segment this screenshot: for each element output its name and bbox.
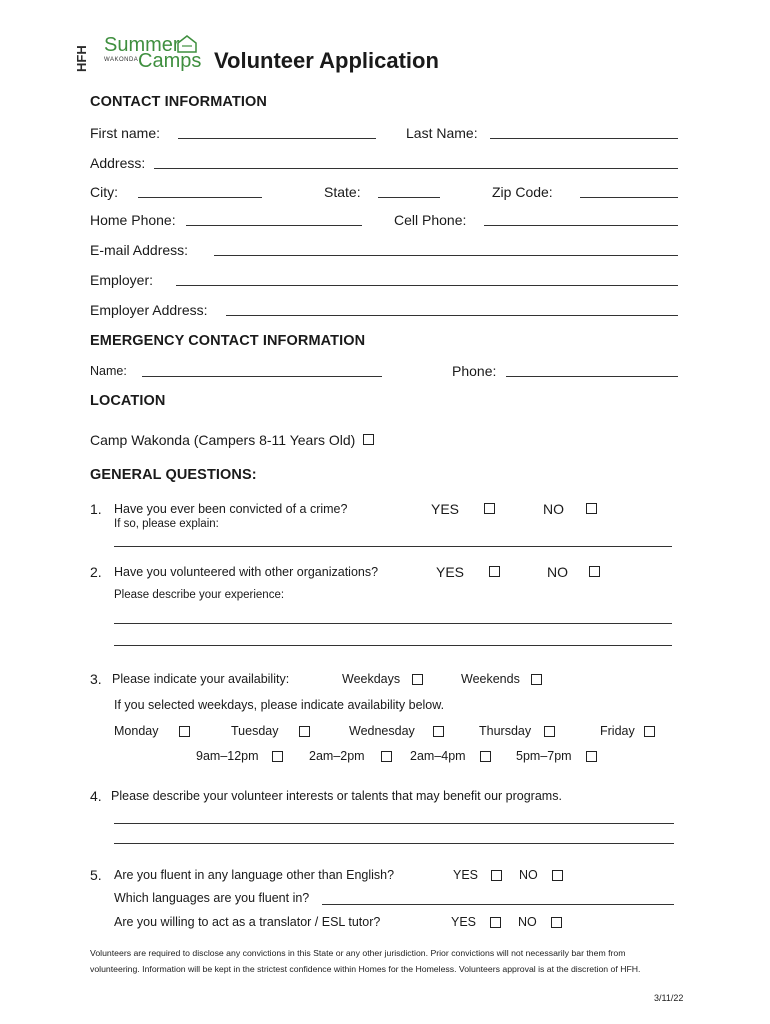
general-heading: GENERAL QUESTIONS: bbox=[90, 467, 257, 483]
q5-languages-label: Which languages are you fluent in? bbox=[114, 891, 310, 905]
day-tuesday-label: Tuesday bbox=[231, 724, 279, 738]
q2-yes-label: YES bbox=[436, 564, 465, 580]
q5-translator-no-checkbox[interactable] bbox=[551, 917, 562, 928]
q1-no-label: NO bbox=[543, 501, 564, 517]
q4-interests-field-1[interactable] bbox=[114, 823, 674, 824]
q5-translator-label: Are you willing to act as a translator / ESL tutor? bbox=[114, 915, 381, 929]
emergency-heading: EMERGENCY CONTACT INFORMATION bbox=[90, 333, 366, 349]
emergency-phone-label: Phone: bbox=[452, 363, 497, 379]
day-monday-label: Monday bbox=[114, 724, 159, 738]
q2-experience-field-2[interactable] bbox=[114, 645, 672, 646]
email-label: E-mail Address: bbox=[90, 242, 189, 258]
q3-weekdays-checkbox[interactable] bbox=[412, 674, 423, 685]
q1-explain-field[interactable] bbox=[114, 546, 672, 547]
time-slot-4-checkbox[interactable] bbox=[586, 751, 597, 762]
day-thursday-label: Thursday bbox=[479, 724, 532, 738]
q5-number: 5. bbox=[90, 867, 102, 883]
last-name-label: Last Name: bbox=[406, 125, 478, 141]
first-name-field[interactable] bbox=[178, 138, 376, 139]
time-slot-3-checkbox[interactable] bbox=[480, 751, 491, 762]
time-slot-1-label: 9am–12pm bbox=[196, 749, 259, 763]
q5-no-label: NO bbox=[519, 868, 538, 882]
first-name-label: First name: bbox=[90, 125, 161, 141]
disclaimer-line-1: Volunteers are required to disclose any convictions in this State or any other jurisdiction. Prior convictions will not necessarily bar them from bbox=[90, 948, 626, 958]
time-slot-1-checkbox[interactable] bbox=[272, 751, 283, 762]
last-name-field[interactable] bbox=[490, 138, 678, 139]
q1-number: 1. bbox=[90, 501, 102, 517]
employer-label: Employer: bbox=[90, 272, 154, 288]
camp-wakonda-label: Camp Wakonda (Campers 8-11 Years Old) bbox=[90, 432, 356, 448]
time-slot-4-label: 5pm–7pm bbox=[516, 749, 572, 763]
q3-subtext: If you selected weekdays, please indicate availability below. bbox=[114, 698, 445, 712]
q1-no-checkbox[interactable] bbox=[586, 503, 597, 514]
q3-number: 3. bbox=[90, 671, 102, 687]
employer-address-field[interactable] bbox=[226, 315, 678, 316]
logo-side-text: HFH bbox=[74, 45, 89, 72]
state-field[interactable] bbox=[378, 197, 440, 198]
location-heading: LOCATION bbox=[90, 393, 166, 409]
address-field[interactable] bbox=[154, 168, 678, 169]
q4-number: 4. bbox=[90, 788, 102, 804]
q5-translator-yes-checkbox[interactable] bbox=[490, 917, 501, 928]
address-label: Address: bbox=[90, 155, 146, 171]
q3-weekdays-label: Weekdays bbox=[342, 672, 401, 686]
home-phone-label: Home Phone: bbox=[90, 212, 176, 228]
q2-text: Have you volunteered with other organizations? bbox=[114, 565, 379, 579]
q5-translator-yes-label: YES bbox=[451, 915, 477, 929]
day-thursday-checkbox[interactable] bbox=[544, 726, 555, 737]
q2-no-label: NO bbox=[547, 564, 568, 580]
form-date: 3/11/22 bbox=[654, 993, 684, 1003]
q2-experience-field-1[interactable] bbox=[114, 623, 672, 624]
q1-text: Have you ever been convicted of a crime? bbox=[114, 502, 348, 516]
logo-small-text: WAKONDA bbox=[104, 57, 139, 63]
logo-camps: Camps bbox=[138, 50, 202, 72]
time-slot-2-label: 2am–2pm bbox=[309, 749, 365, 763]
q3-text: Please indicate your availability: bbox=[112, 672, 290, 686]
city-label: City: bbox=[90, 184, 118, 200]
q5-text: Are you fluent in any language other than English? bbox=[114, 868, 395, 882]
cell-phone-field[interactable] bbox=[484, 225, 678, 226]
q2-number: 2. bbox=[90, 564, 102, 580]
q3-weekends-label: Weekends bbox=[461, 672, 520, 686]
state-label: State: bbox=[324, 184, 361, 200]
q5-translator-no-label: NO bbox=[518, 915, 537, 929]
time-slot-3-label: 2am–4pm bbox=[410, 749, 466, 763]
page-title: Volunteer Application bbox=[214, 48, 439, 73]
q5-no-checkbox[interactable] bbox=[552, 870, 563, 881]
q2-yes-checkbox[interactable] bbox=[489, 566, 500, 577]
employer-field[interactable] bbox=[176, 285, 678, 286]
q4-interests-field-2[interactable] bbox=[114, 843, 674, 844]
day-monday-checkbox[interactable] bbox=[179, 726, 190, 737]
camp-wakonda-checkbox[interactable] bbox=[363, 434, 374, 445]
logo-summer: Summer bbox=[104, 34, 180, 56]
employer-address-label: Employer Address: bbox=[90, 302, 208, 318]
q2-subtext: Please describe your experience: bbox=[114, 589, 285, 601]
q1-yes-label: YES bbox=[431, 501, 460, 517]
day-friday-label: Friday bbox=[600, 724, 635, 738]
emergency-name-field[interactable] bbox=[142, 376, 382, 377]
day-friday-checkbox[interactable] bbox=[644, 726, 655, 737]
time-slot-2-checkbox[interactable] bbox=[381, 751, 392, 762]
q4-text: Please describe your volunteer interests or talents that may benefit our programs. bbox=[111, 789, 562, 803]
q5-yes-label: YES bbox=[453, 868, 479, 882]
q3-weekends-checkbox[interactable] bbox=[531, 674, 542, 685]
disclaimer-line-2: volunteering. Information will be kept in the strictest confidence within Homes for the Homeless. Volunteers approval is at the discretion of HFH. bbox=[90, 964, 641, 974]
zip-field[interactable] bbox=[580, 197, 678, 198]
q2-no-checkbox[interactable] bbox=[589, 566, 600, 577]
day-tuesday-checkbox[interactable] bbox=[299, 726, 310, 737]
contact-heading: CONTACT INFORMATION bbox=[90, 94, 267, 110]
city-field[interactable] bbox=[138, 197, 262, 198]
day-wednesday-label: Wednesday bbox=[349, 724, 415, 738]
day-wednesday-checkbox[interactable] bbox=[433, 726, 444, 737]
q5-yes-checkbox[interactable] bbox=[491, 870, 502, 881]
email-field[interactable] bbox=[214, 255, 678, 256]
emergency-phone-field[interactable] bbox=[506, 376, 678, 377]
emergency-name-label: Name: bbox=[90, 364, 127, 378]
cell-phone-label: Cell Phone: bbox=[394, 212, 467, 228]
home-phone-field[interactable] bbox=[186, 225, 362, 226]
q1-subtext: If so, please explain: bbox=[114, 518, 219, 530]
q5-languages-field[interactable] bbox=[322, 904, 674, 905]
zip-label: Zip Code: bbox=[492, 184, 553, 200]
q1-yes-checkbox[interactable] bbox=[484, 503, 495, 514]
